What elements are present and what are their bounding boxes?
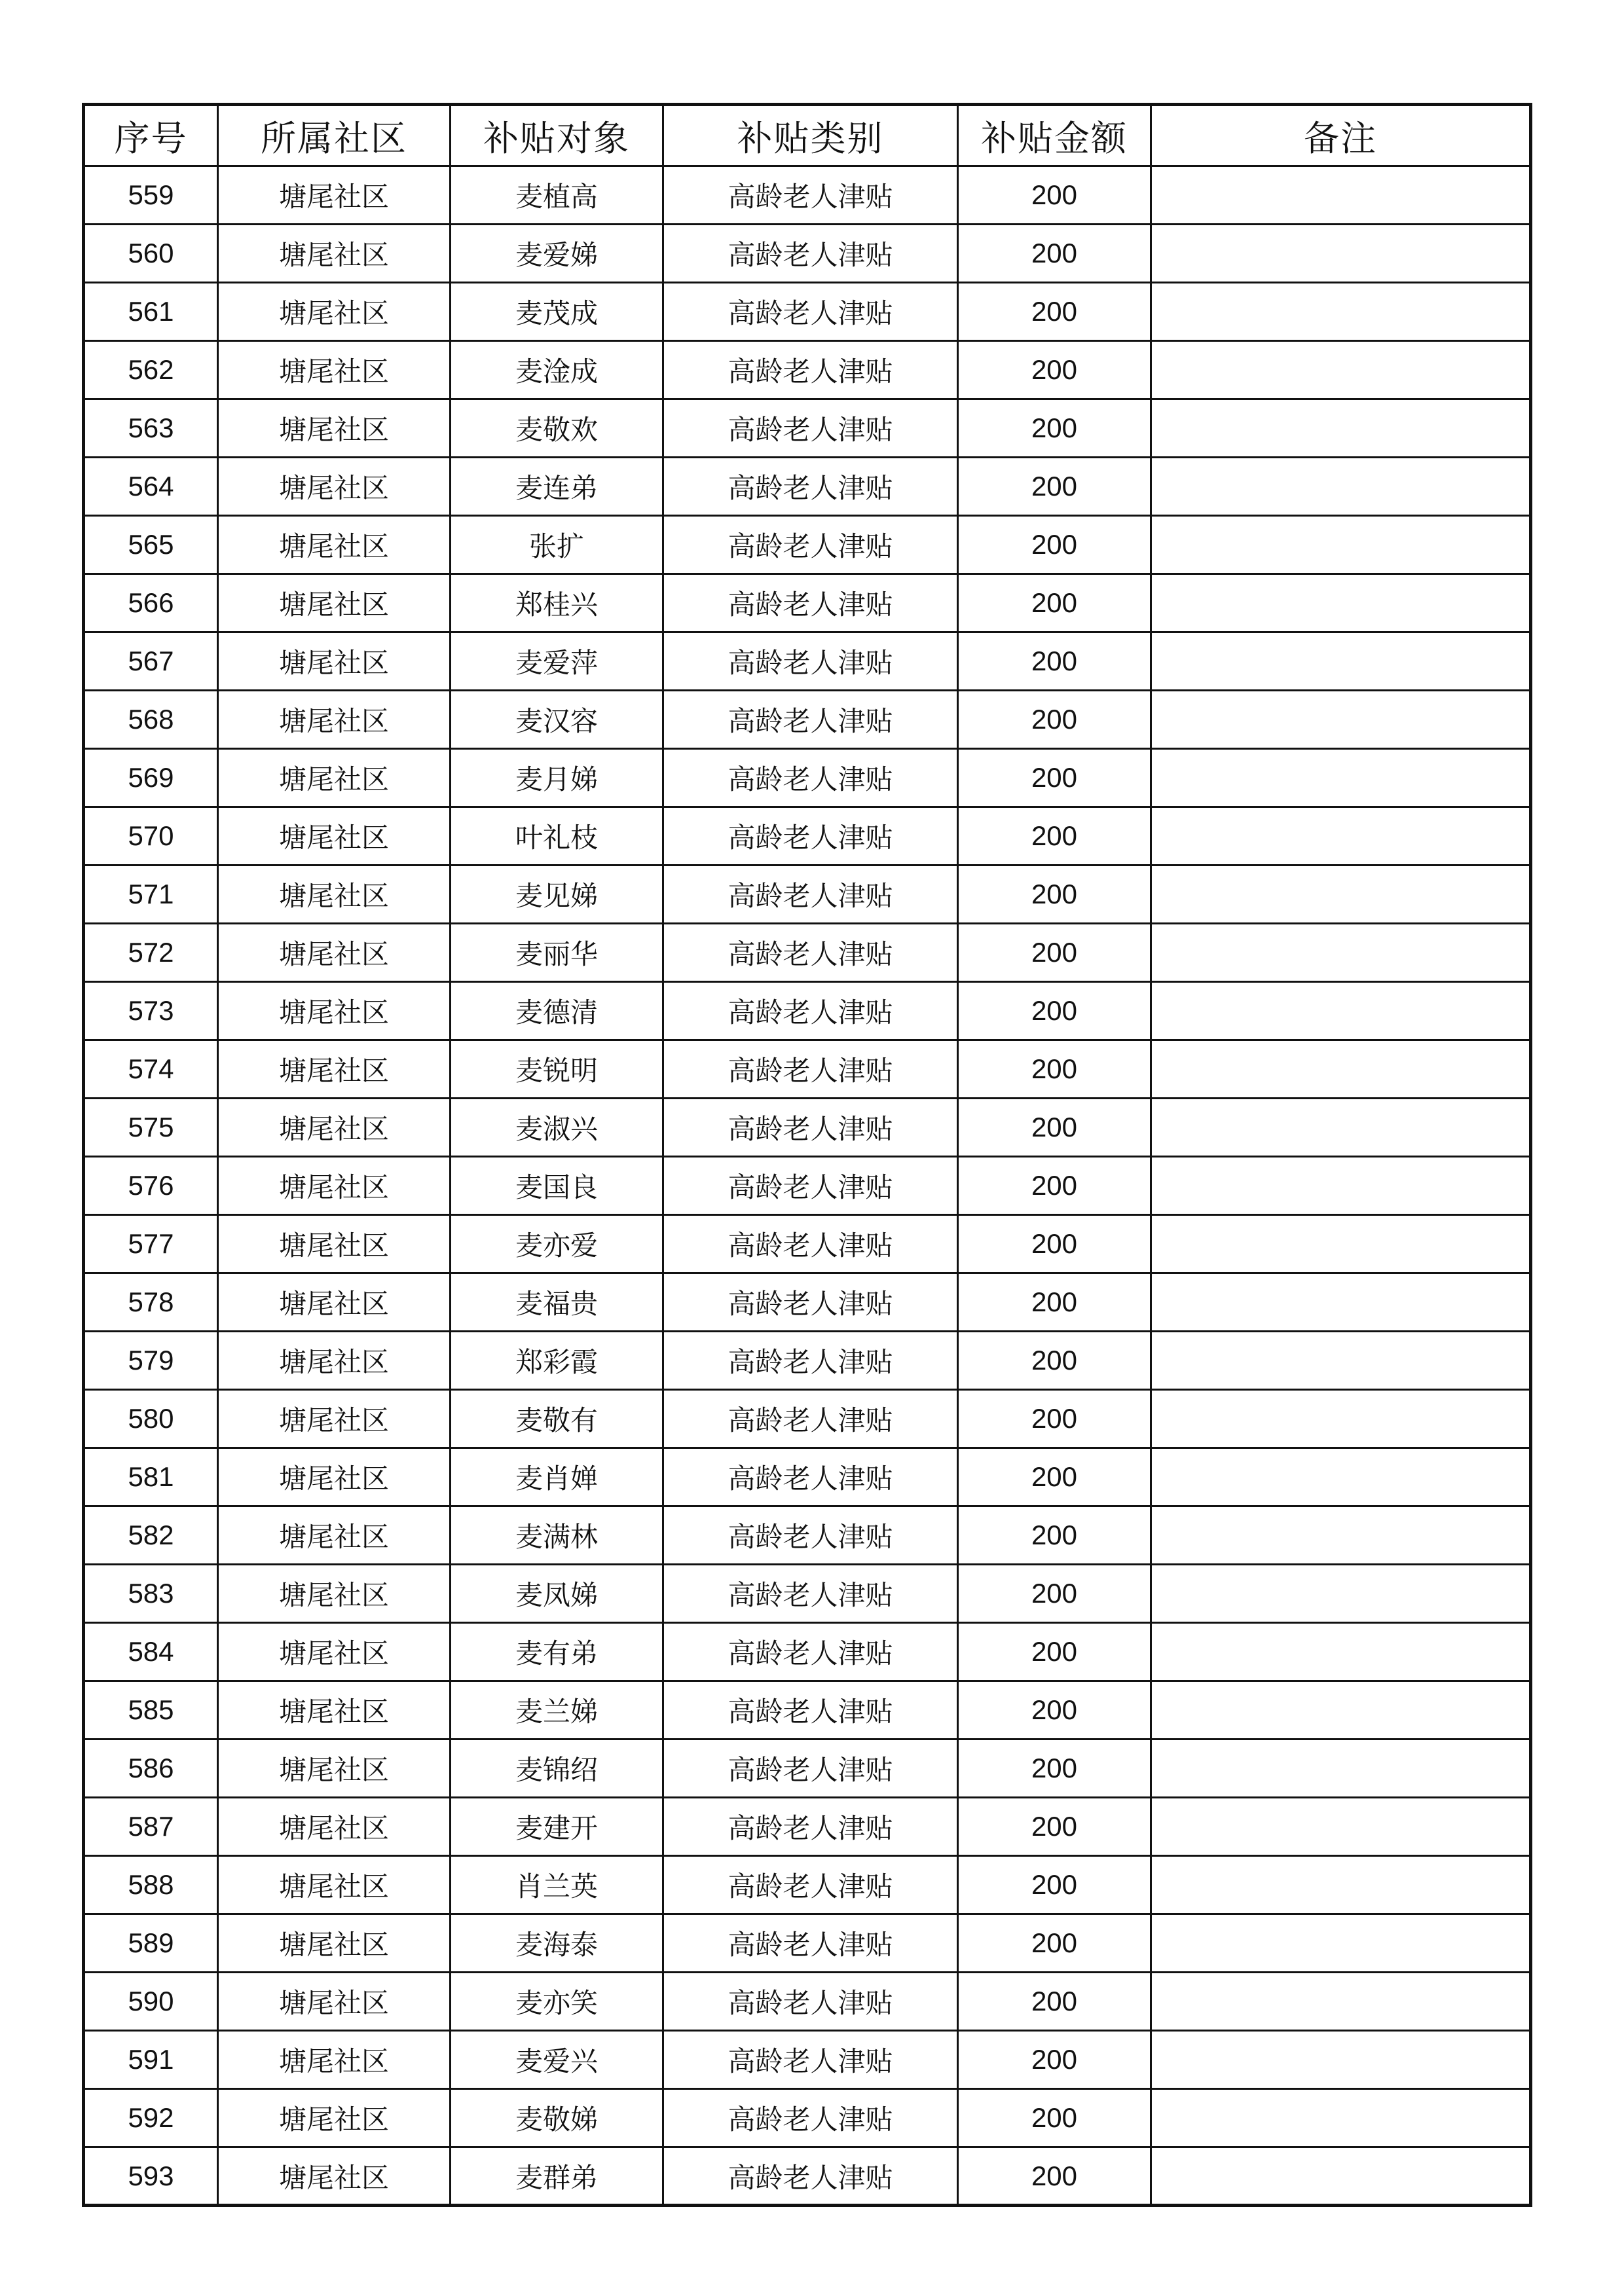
cell-recipient: 麦群弟 xyxy=(451,2147,663,2206)
table-row xyxy=(84,1973,1531,2031)
table-row xyxy=(84,574,1531,632)
cell-community: 塘尾社区 xyxy=(218,749,451,807)
cell-community: 塘尾社区 xyxy=(218,1157,451,1215)
table-row xyxy=(84,1157,1531,1215)
cell-recipient: 麦亦爱 xyxy=(451,1215,663,1273)
cell-recipient: 麦肖婵 xyxy=(451,1448,663,1506)
table-row xyxy=(84,807,1531,866)
cell-category: 高龄老人津贴 xyxy=(663,399,958,458)
table-row xyxy=(84,1914,1531,1973)
cell-amount: 200 xyxy=(958,982,1151,1040)
cell-category: 高龄老人津贴 xyxy=(663,1040,958,1099)
table-row xyxy=(84,166,1531,225)
cell-remarks xyxy=(1151,1856,1531,1914)
cell-serial-number: 564 xyxy=(84,458,218,516)
cell-serial-number: 579 xyxy=(84,1332,218,1390)
cell-category: 高龄老人津贴 xyxy=(663,924,958,982)
cell-category: 高龄老人津贴 xyxy=(663,2147,958,2206)
cell-remarks xyxy=(1151,866,1531,924)
cell-amount: 200 xyxy=(958,399,1151,458)
cell-recipient: 麦国良 xyxy=(451,1157,663,1215)
cell-community: 塘尾社区 xyxy=(218,1798,451,1856)
cell-amount: 200 xyxy=(958,632,1151,691)
cell-remarks xyxy=(1151,225,1531,283)
table-row xyxy=(84,2089,1531,2147)
cell-category: 高龄老人津贴 xyxy=(663,632,958,691)
header-serial-number: 序号 xyxy=(84,105,218,166)
table-row xyxy=(84,1448,1531,1506)
cell-amount: 200 xyxy=(958,458,1151,516)
cell-serial-number: 569 xyxy=(84,749,218,807)
cell-remarks xyxy=(1151,1157,1531,1215)
cell-community: 塘尾社区 xyxy=(218,1390,451,1448)
cell-category: 高龄老人津贴 xyxy=(663,807,958,866)
cell-remarks xyxy=(1151,2031,1531,2089)
cell-category: 高龄老人津贴 xyxy=(663,866,958,924)
cell-recipient: 麦淦成 xyxy=(451,341,663,399)
cell-amount: 200 xyxy=(958,866,1151,924)
cell-amount: 200 xyxy=(958,1973,1151,2031)
cell-category: 高龄老人津贴 xyxy=(663,1856,958,1914)
cell-category: 高龄老人津贴 xyxy=(663,1681,958,1740)
cell-community: 塘尾社区 xyxy=(218,2147,451,2206)
cell-amount: 200 xyxy=(958,1332,1151,1390)
cell-category: 高龄老人津贴 xyxy=(663,1565,958,1623)
header-community: 所属社区 xyxy=(218,105,451,166)
cell-serial-number: 560 xyxy=(84,225,218,283)
table-row xyxy=(84,399,1531,458)
cell-recipient: 麦连弟 xyxy=(451,458,663,516)
table-row xyxy=(84,1623,1531,1681)
cell-community: 塘尾社区 xyxy=(218,807,451,866)
table-row xyxy=(84,749,1531,807)
cell-remarks xyxy=(1151,283,1531,341)
cell-amount: 200 xyxy=(958,341,1151,399)
header-amount: 补贴金额 xyxy=(958,105,1151,166)
cell-category: 高龄老人津贴 xyxy=(663,2089,958,2147)
cell-category: 高龄老人津贴 xyxy=(663,1740,958,1798)
cell-recipient: 麦月娣 xyxy=(451,749,663,807)
table-row xyxy=(84,1798,1531,1856)
cell-recipient: 麦亦笑 xyxy=(451,1973,663,2031)
cell-remarks xyxy=(1151,458,1531,516)
cell-recipient: 麦凤娣 xyxy=(451,1565,663,1623)
cell-remarks xyxy=(1151,166,1531,225)
cell-category: 高龄老人津贴 xyxy=(663,1506,958,1565)
cell-amount: 200 xyxy=(958,574,1151,632)
cell-category: 高龄老人津贴 xyxy=(663,1332,958,1390)
table-row xyxy=(84,1390,1531,1448)
cell-category: 高龄老人津贴 xyxy=(663,458,958,516)
cell-serial-number: 592 xyxy=(84,2089,218,2147)
table-row xyxy=(84,1099,1531,1157)
cell-remarks xyxy=(1151,1448,1531,1506)
cell-community: 塘尾社区 xyxy=(218,691,451,749)
cell-category: 高龄老人津贴 xyxy=(663,691,958,749)
cell-community: 塘尾社区 xyxy=(218,1856,451,1914)
cell-serial-number: 588 xyxy=(84,1856,218,1914)
cell-amount: 200 xyxy=(958,1040,1151,1099)
cell-recipient: 麦茂成 xyxy=(451,283,663,341)
cell-remarks xyxy=(1151,691,1531,749)
cell-recipient: 肖兰英 xyxy=(451,1856,663,1914)
cell-serial-number: 586 xyxy=(84,1740,218,1798)
cell-community: 塘尾社区 xyxy=(218,1506,451,1565)
table-row xyxy=(84,283,1531,341)
cell-amount: 200 xyxy=(958,1099,1151,1157)
table-row xyxy=(84,2147,1531,2206)
cell-community: 塘尾社区 xyxy=(218,1681,451,1740)
cell-remarks xyxy=(1151,807,1531,866)
cell-community: 塘尾社区 xyxy=(218,1565,451,1623)
cell-community: 塘尾社区 xyxy=(218,283,451,341)
header-remarks: 备注 xyxy=(1151,105,1531,166)
cell-recipient: 张扩 xyxy=(451,516,663,574)
cell-category: 高龄老人津贴 xyxy=(663,574,958,632)
cell-community: 塘尾社区 xyxy=(218,1448,451,1506)
table-row xyxy=(84,1215,1531,1273)
cell-community: 塘尾社区 xyxy=(218,1973,451,2031)
cell-category: 高龄老人津贴 xyxy=(663,2031,958,2089)
table-row xyxy=(84,1681,1531,1740)
cell-category: 高龄老人津贴 xyxy=(663,225,958,283)
cell-serial-number: 559 xyxy=(84,166,218,225)
cell-amount: 200 xyxy=(958,516,1151,574)
cell-recipient: 麦淑兴 xyxy=(451,1099,663,1157)
cell-recipient: 麦德清 xyxy=(451,982,663,1040)
cell-category: 高龄老人津贴 xyxy=(663,1390,958,1448)
cell-amount: 200 xyxy=(958,1681,1151,1740)
cell-recipient: 麦爱萍 xyxy=(451,632,663,691)
cell-remarks xyxy=(1151,1681,1531,1740)
cell-serial-number: 590 xyxy=(84,1973,218,2031)
cell-amount: 200 xyxy=(958,1157,1151,1215)
cell-category: 高龄老人津贴 xyxy=(663,1798,958,1856)
cell-amount: 200 xyxy=(958,2147,1151,2206)
table-row xyxy=(84,1332,1531,1390)
cell-remarks xyxy=(1151,516,1531,574)
cell-community: 塘尾社区 xyxy=(218,1740,451,1798)
cell-recipient: 麦海泰 xyxy=(451,1914,663,1973)
cell-serial-number: 563 xyxy=(84,399,218,458)
cell-remarks xyxy=(1151,749,1531,807)
cell-serial-number: 591 xyxy=(84,2031,218,2089)
cell-amount: 200 xyxy=(958,1798,1151,1856)
cell-amount: 200 xyxy=(958,283,1151,341)
cell-category: 高龄老人津贴 xyxy=(663,341,958,399)
cell-recipient: 麦敬娣 xyxy=(451,2089,663,2147)
cell-category: 高龄老人津贴 xyxy=(663,1273,958,1332)
cell-community: 塘尾社区 xyxy=(218,1273,451,1332)
cell-serial-number: 567 xyxy=(84,632,218,691)
cell-amount: 200 xyxy=(958,2089,1151,2147)
table-row xyxy=(84,2031,1531,2089)
header-row xyxy=(84,105,1531,166)
cell-remarks xyxy=(1151,574,1531,632)
cell-amount: 200 xyxy=(958,1856,1151,1914)
cell-serial-number: 575 xyxy=(84,1099,218,1157)
table-row xyxy=(84,516,1531,574)
cell-category: 高龄老人津贴 xyxy=(663,516,958,574)
cell-amount: 200 xyxy=(958,166,1151,225)
cell-amount: 200 xyxy=(958,1623,1151,1681)
cell-amount: 200 xyxy=(958,1390,1151,1448)
cell-remarks xyxy=(1151,1914,1531,1973)
table-row xyxy=(84,982,1531,1040)
cell-recipient: 麦锐明 xyxy=(451,1040,663,1099)
cell-amount: 200 xyxy=(958,2031,1151,2089)
cell-serial-number: 583 xyxy=(84,1565,218,1623)
cell-category: 高龄老人津贴 xyxy=(663,982,958,1040)
cell-recipient: 麦汉容 xyxy=(451,691,663,749)
cell-recipient: 麦敬欢 xyxy=(451,399,663,458)
cell-recipient: 郑彩霞 xyxy=(451,1332,663,1390)
cell-remarks xyxy=(1151,1390,1531,1448)
cell-recipient: 麦满林 xyxy=(451,1506,663,1565)
cell-remarks xyxy=(1151,1040,1531,1099)
cell-community: 塘尾社区 xyxy=(218,1040,451,1099)
table-row xyxy=(84,691,1531,749)
cell-remarks xyxy=(1151,399,1531,458)
table-row xyxy=(84,1040,1531,1099)
cell-category: 高龄老人津贴 xyxy=(663,1973,958,2031)
cell-serial-number: 573 xyxy=(84,982,218,1040)
header-recipient: 补贴对象 xyxy=(451,105,663,166)
table-row xyxy=(84,341,1531,399)
cell-serial-number: 568 xyxy=(84,691,218,749)
cell-remarks xyxy=(1151,982,1531,1040)
cell-amount: 200 xyxy=(958,225,1151,283)
cell-community: 塘尾社区 xyxy=(218,1914,451,1973)
header-category: 补贴类别 xyxy=(663,105,958,166)
cell-amount: 200 xyxy=(958,1448,1151,1506)
cell-community: 塘尾社区 xyxy=(218,2089,451,2147)
table-row xyxy=(84,924,1531,982)
table-row xyxy=(84,866,1531,924)
cell-community: 塘尾社区 xyxy=(218,1623,451,1681)
cell-recipient: 麦锦绍 xyxy=(451,1740,663,1798)
cell-serial-number: 572 xyxy=(84,924,218,982)
cell-category: 高龄老人津贴 xyxy=(663,283,958,341)
cell-remarks xyxy=(1151,632,1531,691)
cell-category: 高龄老人津贴 xyxy=(663,1157,958,1215)
cell-remarks xyxy=(1151,1565,1531,1623)
cell-remarks xyxy=(1151,1099,1531,1157)
cell-category: 高龄老人津贴 xyxy=(663,1099,958,1157)
cell-recipient: 麦福贵 xyxy=(451,1273,663,1332)
cell-serial-number: 581 xyxy=(84,1448,218,1506)
cell-serial-number: 576 xyxy=(84,1157,218,1215)
cell-serial-number: 571 xyxy=(84,866,218,924)
cell-amount: 200 xyxy=(958,1565,1151,1623)
cell-recipient: 麦见娣 xyxy=(451,866,663,924)
cell-serial-number: 593 xyxy=(84,2147,218,2206)
cell-serial-number: 582 xyxy=(84,1506,218,1565)
cell-amount: 200 xyxy=(958,1215,1151,1273)
cell-community: 塘尾社区 xyxy=(218,341,451,399)
cell-community: 塘尾社区 xyxy=(218,458,451,516)
cell-community: 塘尾社区 xyxy=(218,632,451,691)
cell-community: 塘尾社区 xyxy=(218,982,451,1040)
cell-serial-number: 562 xyxy=(84,341,218,399)
table-row xyxy=(84,1565,1531,1623)
table-row xyxy=(84,1856,1531,1914)
cell-category: 高龄老人津贴 xyxy=(663,166,958,225)
cell-recipient: 麦爱兴 xyxy=(451,2031,663,2089)
cell-remarks xyxy=(1151,1215,1531,1273)
cell-amount: 200 xyxy=(958,749,1151,807)
cell-recipient: 麦建开 xyxy=(451,1798,663,1856)
cell-category: 高龄老人津贴 xyxy=(663,1623,958,1681)
cell-serial-number: 577 xyxy=(84,1215,218,1273)
cell-amount: 200 xyxy=(958,1273,1151,1332)
cell-category: 高龄老人津贴 xyxy=(663,1914,958,1973)
cell-serial-number: 585 xyxy=(84,1681,218,1740)
cell-remarks xyxy=(1151,1506,1531,1565)
cell-remarks xyxy=(1151,1273,1531,1332)
cell-community: 塘尾社区 xyxy=(218,1215,451,1273)
cell-remarks xyxy=(1151,2089,1531,2147)
cell-serial-number: 587 xyxy=(84,1798,218,1856)
cell-serial-number: 561 xyxy=(84,283,218,341)
cell-serial-number: 589 xyxy=(84,1914,218,1973)
cell-amount: 200 xyxy=(958,691,1151,749)
cell-community: 塘尾社区 xyxy=(218,1099,451,1157)
cell-recipient: 叶礼枝 xyxy=(451,807,663,866)
cell-serial-number: 584 xyxy=(84,1623,218,1681)
cell-amount: 200 xyxy=(958,1740,1151,1798)
cell-remarks xyxy=(1151,1798,1531,1856)
table-body xyxy=(84,166,1531,2206)
table-row xyxy=(84,458,1531,516)
cell-community: 塘尾社区 xyxy=(218,399,451,458)
cell-amount: 200 xyxy=(958,1506,1151,1565)
cell-recipient: 麦兰娣 xyxy=(451,1681,663,1740)
cell-community: 塘尾社区 xyxy=(218,866,451,924)
cell-community: 塘尾社区 xyxy=(218,574,451,632)
cell-remarks xyxy=(1151,1332,1531,1390)
cell-serial-number: 566 xyxy=(84,574,218,632)
cell-community: 塘尾社区 xyxy=(218,225,451,283)
cell-recipient: 麦有弟 xyxy=(451,1623,663,1681)
cell-recipient: 麦敬有 xyxy=(451,1390,663,1448)
cell-serial-number: 565 xyxy=(84,516,218,574)
table-row xyxy=(84,1273,1531,1332)
cell-serial-number: 570 xyxy=(84,807,218,866)
cell-community: 塘尾社区 xyxy=(218,516,451,574)
cell-remarks xyxy=(1151,341,1531,399)
cell-remarks xyxy=(1151,2147,1531,2206)
cell-community: 塘尾社区 xyxy=(218,166,451,225)
cell-remarks xyxy=(1151,1740,1531,1798)
cell-category: 高龄老人津贴 xyxy=(663,1448,958,1506)
cell-remarks xyxy=(1151,1623,1531,1681)
table-header xyxy=(84,105,1531,166)
cell-amount: 200 xyxy=(958,807,1151,866)
table-row xyxy=(84,632,1531,691)
cell-community: 塘尾社区 xyxy=(218,924,451,982)
cell-community: 塘尾社区 xyxy=(218,2031,451,2089)
cell-recipient: 麦植高 xyxy=(451,166,663,225)
cell-serial-number: 578 xyxy=(84,1273,218,1332)
cell-recipient: 麦爱娣 xyxy=(451,225,663,283)
table-row xyxy=(84,1740,1531,1798)
cell-remarks xyxy=(1151,924,1531,982)
cell-amount: 200 xyxy=(958,924,1151,982)
cell-remarks xyxy=(1151,1973,1531,2031)
cell-serial-number: 580 xyxy=(84,1390,218,1448)
table-row xyxy=(84,1506,1531,1565)
cell-serial-number: 574 xyxy=(84,1040,218,1099)
cell-recipient: 郑桂兴 xyxy=(451,574,663,632)
cell-community: 塘尾社区 xyxy=(218,1332,451,1390)
cell-category: 高龄老人津贴 xyxy=(663,749,958,807)
cell-amount: 200 xyxy=(958,1914,1151,1973)
table-row xyxy=(84,225,1531,283)
subsidy-table xyxy=(82,103,1532,2207)
cell-recipient: 麦丽华 xyxy=(451,924,663,982)
cell-category: 高龄老人津贴 xyxy=(663,1215,958,1273)
